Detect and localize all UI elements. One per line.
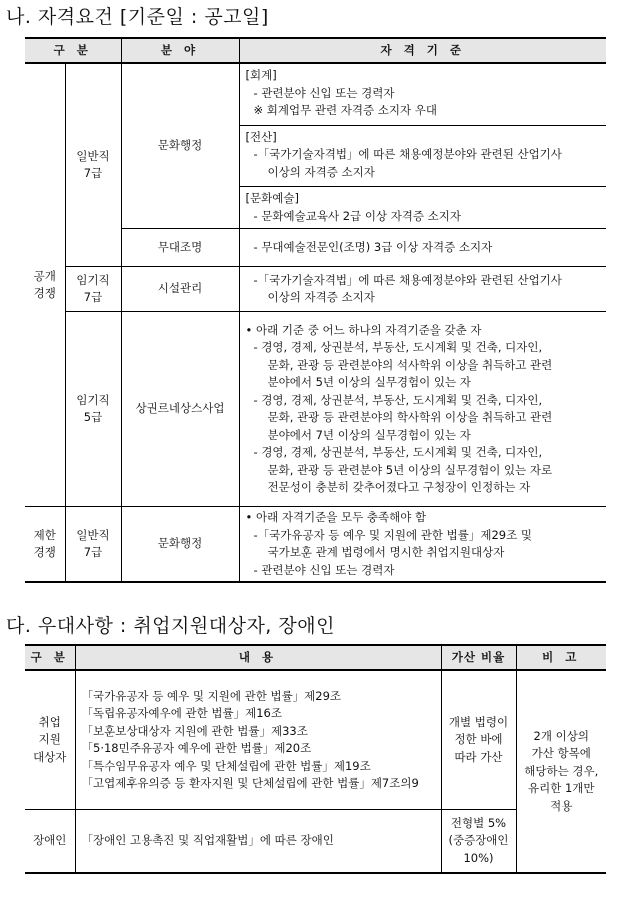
header-remarks: 비 고 <box>516 645 606 670</box>
category-disabled: 장애인 <box>25 810 75 874</box>
type-term-7: 임기직 7급 <box>65 267 121 312</box>
type-term-5: 임기직 5급 <box>65 312 121 507</box>
criteria-line: 문화, 관광 등 관련분야의 석사학위 이상을 취득하고 관련 <box>267 357 553 372</box>
header-category: 구 분 <box>25 38 121 63</box>
preferences-table <box>25 644 606 874</box>
criteria-line: - 경영, 경제, 상권분석, 부동산, 도시계획 및 건축, 디자인, <box>253 392 543 407</box>
table-row <box>25 63 606 229</box>
field-culture-admin-limited: 문화행정 <box>121 507 239 583</box>
header-criteria: 자 격 기 준 <box>239 38 606 63</box>
criteria-line: -「국가기술자격법」에 따른 채용예정분야와 관련된 산업기사 <box>253 147 562 161</box>
criteria-line: - 관련분야 신입 또는 경력자 <box>253 85 395 100</box>
list-item: 「국가유공자 등 예우 및 지원에 관한 법률」제29조 <box>81 688 342 703</box>
table-row <box>25 267 606 312</box>
criteria-commercial-renaissance <box>239 312 606 507</box>
header-field: 분 야 <box>121 38 239 63</box>
criteria-line: 문화, 관광 등 관련분야 5년 이상의 실무경험이 있는 자로 <box>267 462 553 477</box>
criteria-line: 전문성이 충분히 갖추어졌다고 구청장이 인정하는 자 <box>267 480 531 494</box>
label-culture: [문화예술] <box>245 191 299 205</box>
list-item: 「보훈보상대상자 지원에 관한 법률」제33조 <box>81 723 308 738</box>
criteria-culture-admin <box>239 63 606 229</box>
criteria-line: 분야에서 5년 이상의 실무경험이 있는 자 <box>267 375 471 389</box>
remarks-note: 2개 이상의 가산 항목에 해당하는 경우, 유리한 1개만 적용 <box>516 670 606 873</box>
list-item: 「장애인 고용촉진 및 직업재활법」에 따른 장애인 <box>81 833 334 848</box>
criteria-line: • 아래 자격기준을 모두 충족해야 함 <box>245 510 427 524</box>
field-stage-lighting: 무대조명 <box>121 229 239 267</box>
table-header-row <box>25 645 606 670</box>
header-bonus-rate: 가산 비율 <box>441 645 516 670</box>
label-it: [전산] <box>245 129 277 144</box>
criteria-line: -「국가유공자 등 예우 및 지원에 관한 법률」제29조 및 <box>253 527 532 542</box>
criteria-line: ※ 회계업무 관련 자격증 소지자 우대 <box>253 103 437 117</box>
criteria-culture-admin-limited <box>239 507 606 583</box>
table-row <box>25 670 606 810</box>
criteria-line: - 무대예술전문인(조명) 3급 이상 자격증 소지자 <box>253 239 493 254</box>
criteria-line: • 아래 기준 중 어느 하나의 자격기준을 갖춘 자 <box>245 322 482 337</box>
rate-employment-support: 개별 법령이 정한 바에 따라 가산 <box>441 670 516 810</box>
criteria-line: - 문화예술교육사 2급 이상 자격증 소지자 <box>253 208 462 223</box>
criteria-line: - 경영, 경제, 상권분석, 부동산, 도시계획 및 건축, 디자인, <box>253 340 543 354</box>
criteria-facility <box>239 267 606 312</box>
group-open-competition: 공개 경쟁 <box>25 63 65 507</box>
qualifications-table <box>25 37 606 583</box>
criteria-line: - 관련분야 신입 또는 경력자 <box>253 562 395 577</box>
type-general-7: 일반직 7급 <box>65 63 121 267</box>
criteria-line: 이상의 자격증 소지자 <box>267 164 375 179</box>
type-general-7-limited: 일반직 7급 <box>65 507 121 583</box>
header-content: 내 용 <box>75 645 441 670</box>
field-culture-admin: 문화행정 <box>121 63 239 229</box>
list-item: 「독립유공자예우에 관한 법률」제16조 <box>81 706 282 720</box>
list-item: 「5·18민주유공자 예우에 관한 법률」제20조 <box>81 741 312 755</box>
table-row <box>25 312 606 507</box>
list-item: 「특수임무유공자 예우 및 단체설립에 관한 법률」제19조 <box>81 758 371 773</box>
label-accounting: [회계] <box>245 68 277 82</box>
criteria-line: 이상의 자격증 소지자 <box>267 290 375 304</box>
criteria-line: - 경영, 경제, 상권분석, 부동산, 도시계획 및 건축, 디자인, <box>253 445 543 459</box>
list-item: 「고엽제후유의증 등 환자지원 및 단체설립에 관한 법률」제7조의9 <box>81 776 419 790</box>
content-disabled <box>75 810 441 874</box>
section-title-preferences: 다. 우대사항 : 취업지원대상자, 장애인 <box>6 615 335 637</box>
divider <box>240 125 607 126</box>
rate-disabled: 전형별 5% (중증장애인 10%) <box>441 810 516 874</box>
divider <box>240 186 607 187</box>
header-category: 구 분 <box>25 645 75 670</box>
field-commercial-renaissance: 상권르네상스사업 <box>121 312 239 507</box>
content-employment-support <box>75 670 441 810</box>
category-employment-support: 취업 지원 대상자 <box>25 670 75 810</box>
criteria-line: 국가보훈 관계 법령에서 명시한 취업지원대상자 <box>267 545 505 559</box>
criteria-line: -「국가기술자격법」에 따른 채용예정분야와 관련된 산업기사 <box>253 272 562 287</box>
field-facility: 시설관리 <box>121 267 239 312</box>
criteria-line: 문화, 관광 등 관련분야의 학사학위 이상을 취득하고 관련 <box>267 410 553 424</box>
criteria-stage-lighting <box>239 229 606 267</box>
table-header-row <box>25 38 606 63</box>
section-title-qualifications: 나. 자격요건 [기준일 : 공고일] <box>6 6 269 28</box>
table-row <box>25 507 606 583</box>
group-limited-competition: 제한 경쟁 <box>25 507 65 583</box>
criteria-line: 분야에서 7년 이상의 실무경험이 있는 자 <box>267 427 471 442</box>
